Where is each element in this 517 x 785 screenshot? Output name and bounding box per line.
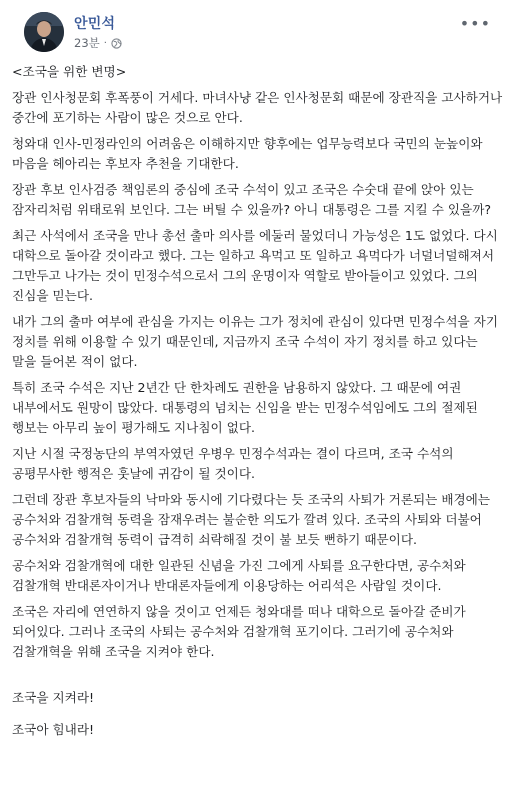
post-paragraph: 장관 후보 인사검증 책임론의 중심에 조국 수석이 있고 조국은 수숫대 끝에 앉아 있는 잠자리처럼 위태로워 보인다. 그는 버틸 수 있을까? 아니 대통령은 그를 지킬 수 있을까? xyxy=(12,182,492,217)
avatar[interactable] xyxy=(24,12,64,52)
post-paragraph: 그런데 장관 후보자들의 낙마와 동시에 기다렸다는 듯 조국의 사퇴가 거론되는 배경에는 공수처와 검찰개혁 동력을 잠재우려는 불순한 의도가 깔려 있다. 조국의 사퇴와 더불어 공수처와 검찰개혁 동력이 급격히 쇠락해질 것이 불 보듯 뻔하기 때문이다. xyxy=(12,492,490,547)
post-closing-line: 조국아 힘내라! xyxy=(12,722,95,737)
post-header xyxy=(12,0,505,58)
post-meta xyxy=(74,35,122,51)
post-closing-line: 조국을 지켜라! xyxy=(12,690,95,705)
post-paragraph: 지난 시절 국정농단의 부역자였던 우병우 민정수석과는 결이 다르며, 조국 수석의 공평무사한 행적은 훗날에 귀감이 될 것이다. xyxy=(12,446,454,481)
post-paragraph: 조국은 자리에 연연하지 않을 것이고 언제든 청와대를 떠나 대학으로 돌아갈 준비가 되어있다. 그러나 조국의 사퇴는 공수처와 검찰개혁 포기이다. 그러기에 공수처와 검찰개혁을 위해 조국을 지켜야 한다. xyxy=(12,604,466,659)
post-time[interactable]: 23분 xyxy=(74,36,100,50)
post-paragraph: 장관 인사청문회 후폭풍이 거세다. 마녀사냥 같은 인사청문회 때문에 장관직을 고사하거나 중간에 포기하는 사람이 많은 것으로 안다. xyxy=(12,90,503,125)
author-name[interactable]: 안민석 xyxy=(74,16,116,32)
globe-icon[interactable] xyxy=(111,38,122,49)
post-paragraph: 공수처와 검찰개혁에 대한 일관된 신념을 가진 그에게 사퇴를 요구한다면, 공수처와 검찰개혁 반대론자이거나 반대론자들에게 이용당하는 어리석은 사람일 것이다. xyxy=(12,558,466,593)
post-paragraph: 내가 그의 출마 여부에 관심을 가지는 이유는 그가 정치에 관심이 있다면 민정수석을 자기 정치를 위해 이용할 수 있기 때문인데, 지금까지 조국 수석이 자기 정치를 하고 있다는 말을 들어본 적이 없다. xyxy=(12,314,498,369)
post-paragraph: 최근 사석에서 조국을 만나 총선 출마 의사를 에둘러 물었더니 가능성은 1도 없었다. 다시 대학으로 돌아갈 것이라고 했다. 그는 일하고 욕먹고 또 일하고 욕먹다가 너덜너덜해져서 그만두고 나가는 것이 민정수석으로서 그의 운명이자 역할로 받아들이고 있었다. 그의 진심을 믿는다. xyxy=(12,228,498,303)
profile-photo-icon xyxy=(24,12,64,52)
meta-separator: · xyxy=(103,37,107,49)
post-title: <조국을 위한 변명> xyxy=(12,64,127,79)
post-paragraph: 특히 조국 수석은 지난 2년간 단 한차례도 권한을 남용하지 않았다. 그 때문에 여권 내부에서도 원망이 많았다. 대통령의 넘치는 신임을 받는 민정수석임에도 그의 절제된 행보는 아무리 높이 평가해도 지나침이 없다. xyxy=(12,380,478,435)
post-paragraph: 청와대 인사-민정라인의 어려움은 이해하지만 향후에는 업무능력보다 국민의 눈높이와 마음을 헤아리는 후보자 추천을 기대한다. xyxy=(12,136,483,171)
post-body xyxy=(12,62,505,752)
more-options-icon[interactable]: ••• xyxy=(459,14,491,33)
